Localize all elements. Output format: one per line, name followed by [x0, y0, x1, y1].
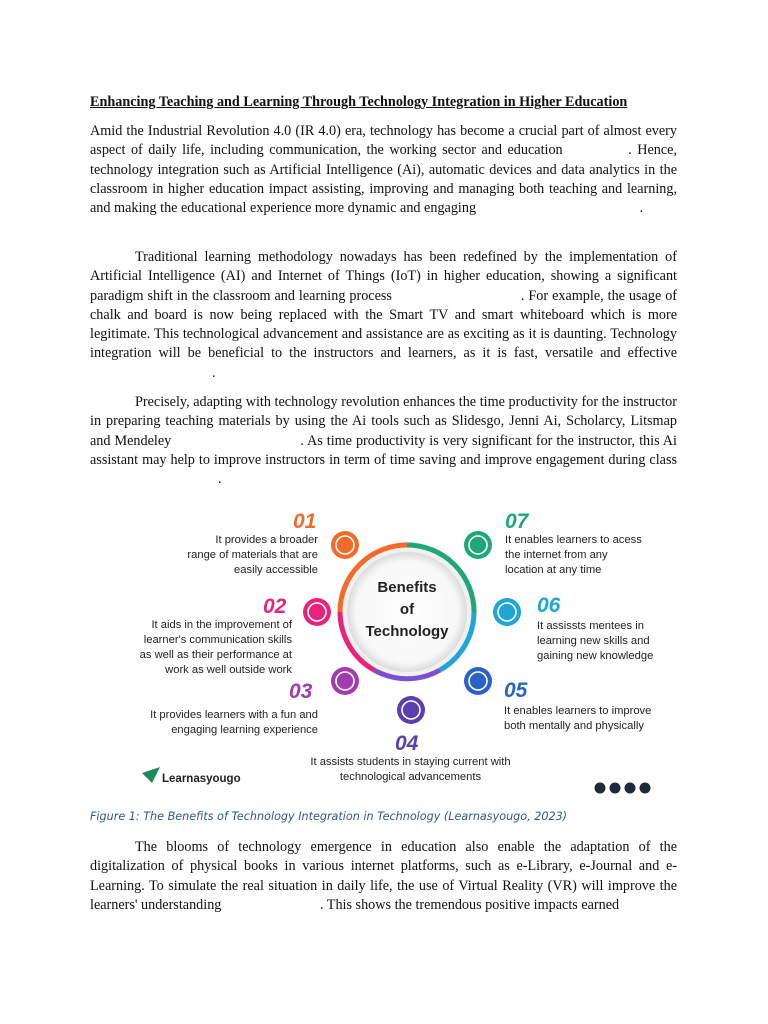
item-description: It enables learners to acess the internet from any location at any time [505, 534, 642, 576]
paragraph-1-text-a: Amid the Industrial Revolution 4.0 (IR 4.0) era, technology has become a crucial part of almost every aspect of daily life, including communication, the working sector and education [90, 123, 677, 159]
item-number: 02 [263, 595, 287, 618]
paragraph-2-text-a: Traditional learning methodology nowadays has been redefined by the implementation of Artificial Intelligence (AI) and Internet of Things (IoT) in higher education, showing a significant paradigm shift in the classroom and learning process [90, 249, 677, 304]
paragraph-2 [90, 248, 677, 383]
paragraph-1 [90, 122, 677, 218]
social-icons [594, 781, 654, 800]
paragraph-3-text-b: . As time productivity is very significant for the instructor, this Ai assistant may help to improve instructors in term of time saving and improve engagement during class [90, 432, 677, 468]
item-description: It provides learners with a fun and engaging learning experience [150, 709, 318, 736]
facebook-icon [595, 783, 606, 794]
paragraph-4 [90, 838, 677, 915]
item-description: It enables learners to improve both mentally and physically [504, 705, 652, 732]
paragraph-1-text-c: . [639, 200, 644, 217]
item-number: 07 [505, 510, 529, 533]
benefits-figure [130, 505, 660, 800]
telegram-icon [640, 783, 651, 794]
item-number: 03 [289, 680, 313, 703]
item-number: 01 [293, 510, 317, 533]
document-title: Enhancing Teaching and Learning Through Technology Integration in Higher Education [90, 94, 628, 110]
center-label [362, 577, 452, 643]
center-line-1: Benefits [377, 579, 437, 596]
item-description: It aids in the improvement of learner's communication skills as well as their performance at work as well outside work [139, 619, 292, 676]
whatsapp-icon [625, 783, 636, 794]
paragraph-4-text-a: The blooms of technology emergence in education also enable the adaptation of the digitalization of physical books in various internet platforms, such as e-Library, e-Journal and e-Learning. To simulate the real situation in daily life, the use of Virtual Reality (VR) will improve the learners' understanding [90, 839, 677, 913]
brand-logo-mark [142, 767, 160, 783]
paragraph-3-text-c: . [218, 471, 222, 488]
item-number: 05 [504, 679, 528, 702]
paragraph-1-text-b: . Hence, technology integration such as Artificial Intelligence (Ai), automatic devices and data analytics in the classroom in higher education impact assisting, improving and managing both teaching and learning, and making the educational experience more dynamic and engaging [90, 142, 678, 217]
brand-name: Learnasyougo [162, 773, 241, 785]
item-description: It assissts mentees in learning new skills and gaining new knowledge [537, 620, 654, 662]
instagram-icon [610, 783, 621, 794]
item-number: 04 [395, 732, 419, 755]
paragraph-2-text-b: . For example, the usage of chalk and board is now being replaced with the Smart TV and smart whiteboard which is more legitimate. This technological advancement and assistance are as exciting as it is daunting. Technology integration will be beneficial to the instructors and learners, as it is fast, versatile and effective [90, 287, 678, 362]
paragraph-4-text-b: . This shows the tremendous positive impacts earned [319, 896, 620, 913]
center-line-3: Technology [365, 623, 449, 640]
item-description: It assists students in staying current with technological advancements [310, 756, 511, 783]
figure-caption: Figure 1: The Benefits of Technology Integration in Technology (Learnasyougo, 2023) [90, 810, 568, 823]
item-description: It provides a broader range of materials that are easily accessible [187, 534, 318, 576]
paragraph-2-text-c: . [212, 364, 216, 381]
paragraph-3-text-a: Precisely, adapting with technology revolution enhances the time productivity for the instructor in preparing teaching materials by using the Ai tools such as Slidesgo, Jenni Ai, Scholarcy, Litsmap and Mendeley [90, 394, 677, 449]
paragraph-3 [90, 393, 677, 489]
center-line-2: of [399, 601, 415, 618]
item-number: 06 [537, 594, 561, 617]
